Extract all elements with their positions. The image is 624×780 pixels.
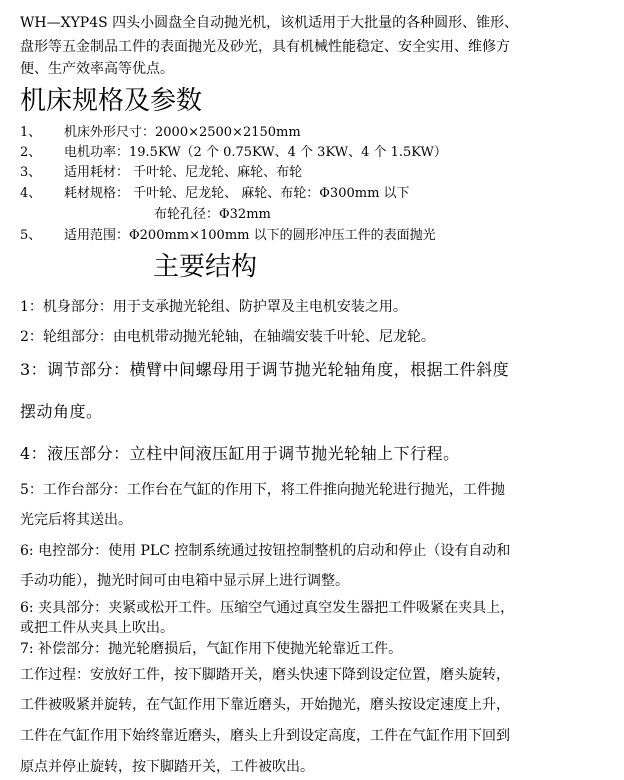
spec-heading: 机床规格及参数 bbox=[20, 86, 203, 116]
process-line: 工件被吸紧并旋转，在气缸作用下靠近磨头，开始抛光，磨头按设定速度上升， bbox=[20, 697, 510, 713]
structure-line: 或把工件从夹具上吹出。 bbox=[20, 620, 174, 636]
structure-line: 2：轮组部分：由电机带动抛光轮轴，在轴端安装千叶轮、尼龙轮。 bbox=[20, 329, 435, 345]
structure-line: 6: 电控部分：使用 PLC 控制系统通过按钮控制整机的启动和停止（设有自动和 bbox=[20, 543, 511, 559]
spec-number: 3、 bbox=[20, 165, 42, 180]
intro-line: WH—XYP4S 四头小圆盘全自动抛光机，该机适用于大批量的各种圆形、锥形、 bbox=[20, 15, 519, 31]
spec-item bbox=[20, 161, 302, 180]
spec-text: 适用耗材： 千叶轮、尼龙轮、麻轮、布轮 bbox=[64, 165, 303, 180]
spec-item bbox=[20, 141, 447, 160]
process-line: 工作过程：安放好工件，按下脚踏开关，磨头快速下降到设定位置，磨头旋转， bbox=[20, 667, 510, 683]
spec-number: 1、 bbox=[20, 125, 42, 140]
structure-line: 5：工作台部分：工作台在气缸的作用下，将工件推向抛光轮进行抛光，工件抛 bbox=[20, 482, 505, 498]
structure-line: 手动功能），抛光时间可由电箱中显示屏上进行调整。 bbox=[20, 573, 349, 589]
structure-line: 4：液压部分：立柱中间液压缸用于调节抛光轮轴上下行程。 bbox=[20, 444, 460, 463]
spec-text: 电机功率：19.5KW（2 个 0.75KW、4 个 3KW、4 个 1.5KW） bbox=[64, 145, 447, 160]
intro-line: 盘形等五金制品工件的表面抛光及砂光，具有机械性能稳定、安全实用、维修方 bbox=[20, 39, 510, 55]
structure-line: 摆动角度。 bbox=[20, 402, 103, 421]
spec-item bbox=[20, 224, 436, 243]
spec-number: 2、 bbox=[20, 145, 42, 160]
structure-heading: 主要结构 bbox=[153, 252, 258, 282]
process-line: 原点并停止旋转，按下脚踏开关，工件被吹出。 bbox=[20, 759, 314, 775]
structure-line: 3：调节部分：横臂中间螺母用于调节抛光轮轴角度，根据工件斜度 bbox=[20, 360, 510, 379]
spec-text: 适用范围：Φ200mm×100mm 以下的圆形冲压工件的表面抛光 bbox=[64, 228, 436, 243]
process-line: 工件在气缸作用下始终靠近磨头，磨头上升到设定高度，工件在气缸作用下回到 bbox=[20, 728, 510, 744]
spec-item bbox=[20, 182, 410, 201]
structure-line: 6: 夹具部分：夹紧或松开工件。压缩空气通过真空发生器把工件吸紧在夹具上， bbox=[20, 600, 515, 616]
spec-text: 布轮孔径：Φ32mm bbox=[154, 207, 271, 222]
spec-item bbox=[154, 203, 271, 222]
spec-number: 4、 bbox=[20, 186, 42, 201]
spec-item bbox=[20, 121, 301, 140]
spec-text: 耗材规格： 千叶轮、尼龙轮、 麻轮、布轮：Φ300mm 以下 bbox=[64, 186, 410, 201]
spec-number: 5、 bbox=[20, 228, 42, 243]
structure-line: 1：机身部分：用于支承抛光轮组、防护罩及主电机安装之用。 bbox=[20, 299, 407, 315]
structure-line: 7: 补偿部分：抛光轮磨损后，气缸作用下使抛光轮靠近工件。 bbox=[20, 641, 403, 657]
spec-text: 机床外形尺寸：2000×2500×2150mm bbox=[64, 125, 301, 140]
structure-line: 光完后将其送出。 bbox=[20, 512, 132, 528]
intro-line: 便、生产效率高等优点。 bbox=[20, 61, 174, 77]
